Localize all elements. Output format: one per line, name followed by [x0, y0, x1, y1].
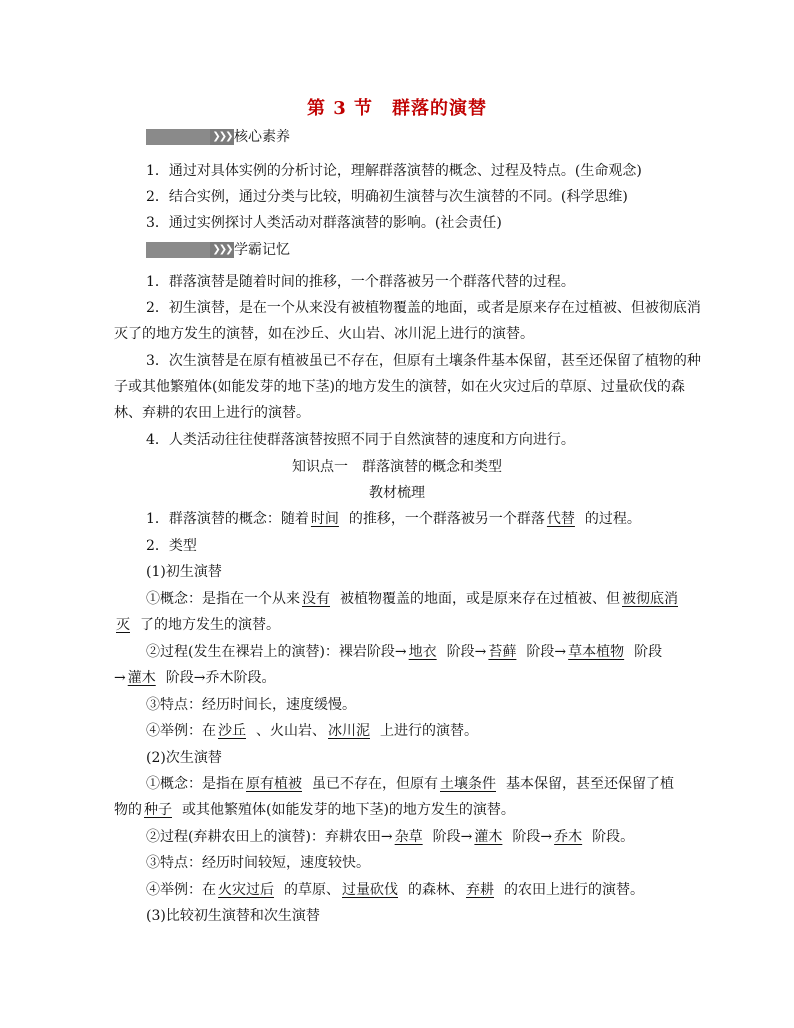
core-item-3: 3．通过实例探讨人类活动对群落演替的影响。(社会责任): [146, 215, 502, 231]
primary-concept-line1: ①概念：是指在一个从来 没有 被植物覆盖的地面，或是原来存在过植被、但 被彻底消: [146, 591, 678, 607]
fill-blank: 灌木: [127, 670, 156, 686]
fill-blank: 过量砍伐: [342, 882, 398, 898]
fill-blank: 灌木: [474, 829, 503, 845]
fill-blank: 土壤条件: [440, 776, 496, 792]
fill-blank: 灭: [116, 617, 130, 633]
knowledge-subheading: 教材梳理: [369, 485, 425, 501]
secondary-process: ②过程(弃耕农田上的演替)：弃耕农田→ 杂草 阶段→ 灌木 阶段→ 乔木 阶段。: [146, 829, 635, 845]
fill-blank: 杂草: [394, 829, 423, 845]
primary-heading: (1)初生演替: [146, 564, 222, 580]
memory-p4: 4．人类活动往往使群落演替按照不同于自然演替的速度和方向进行。: [146, 432, 575, 448]
secondary-concept-line1: ①概念：是指在 原有植被 虽已不存在，但原有 土壤条件 基本保留，甚至还保留了植: [146, 776, 674, 792]
secondary-heading: (2)次生演替: [146, 750, 222, 766]
fill-blank: 原有植被: [246, 776, 302, 792]
fill-blank: 草本植物: [568, 644, 625, 660]
memory-p2-line1: 2．初生演替，是在一个从来没有被植物覆盖的地面，或者是原来存在过植被、但被彻底消: [146, 300, 701, 316]
tag-bar: [146, 129, 210, 145]
page-title: 第 3 节 群落的演替: [306, 98, 488, 119]
fill-blank: 没有: [302, 591, 330, 607]
primary-concept-line2: 灭 了的地方发生的演替。: [116, 617, 280, 633]
primary-feature: ③特点：经历时间长，速度缓慢。: [146, 697, 356, 713]
fill-blank: 种子: [144, 802, 172, 818]
triple-chevron-icon: ❯❯❯: [210, 129, 234, 145]
memory-p3-line3: 林、弃耕的农田上进行的演替。: [114, 405, 310, 421]
secondary-concept-line2: 物的 种子 或其他繁殖体(如能发芽的地下茎)的地方发生的演替。: [114, 802, 515, 818]
triple-chevron-icon: ❯❯❯: [210, 242, 234, 258]
fill-blank: 乔木: [554, 829, 583, 845]
types-heading: 2．类型: [146, 538, 197, 554]
concept-line: 1．群落演替的概念：随着 时间 的推移，一个群落被另一个群落 代替 的过程。: [146, 511, 641, 527]
memory-p2-line2: 灭了的地方发生的演替，如在沙丘、火山岩、冰川泥上进行的演替。: [114, 326, 534, 342]
fill-blank: 代替: [546, 511, 575, 527]
core-item-2: 2．结合实例，通过分类与比较，明确初生演替与次生演替的不同。(科学思维): [146, 189, 628, 205]
fill-blank: 苔藓: [488, 644, 517, 660]
fill-blank: 冰川泥: [328, 723, 370, 739]
fill-blank: 火灾过后: [218, 882, 274, 898]
secondary-example: ④举例：在 火灾过后 的草原、 过量砍伐 的森林、 弃耕 的农田上进行的演替。: [146, 882, 644, 898]
fill-blank: 地衣: [408, 644, 437, 660]
memory-label: 学霸记忆: [234, 242, 290, 258]
fill-blank: 时间: [310, 511, 339, 527]
primary-process-line2: → 灌木 阶段→乔木阶段。: [114, 670, 276, 686]
fill-blank: 被彻底消: [622, 591, 678, 607]
tag-bar: [146, 242, 210, 258]
core-literacy-label: 核心素养: [234, 129, 290, 145]
memory-p1: 1．群落演替是随着时间的推移，一个群落被另一个群落代替的过程。: [146, 274, 575, 290]
fill-blank: 弃耕: [466, 882, 494, 898]
memory-p3-line1: 3．次生演替是在原有植被虽已不存在，但原有土壤条件基本保留，甚至还保留了植物的种: [146, 353, 701, 369]
primary-process-line1: ②过程(发生在裸岩上的演替)：裸岩阶段→ 地衣 阶段→ 苔藓 阶段→ 草本植物 阶段: [146, 644, 663, 660]
primary-example: ④举例：在 沙丘 、火山岩、 冰川泥 上进行的演替。: [146, 723, 478, 739]
memory-p3-line2: 子或其他繁殖体(如能发芽的地下茎)的地方发生的演替，如在火灾过后的草原、过量砍伐的森: [114, 379, 685, 395]
knowledge-heading: 知识点一 群落演替的概念和类型: [292, 459, 502, 475]
compare-heading: (3)比较初生演替和次生演替: [146, 908, 320, 924]
secondary-feature: ③特点：经历时间较短，速度较快。: [146, 855, 370, 871]
fill-blank: 沙丘: [218, 723, 246, 739]
core-item-1: 1．通过对具体实例的分析讨论，理解群落演替的概念、过程及特点。(生命观念): [146, 163, 642, 179]
